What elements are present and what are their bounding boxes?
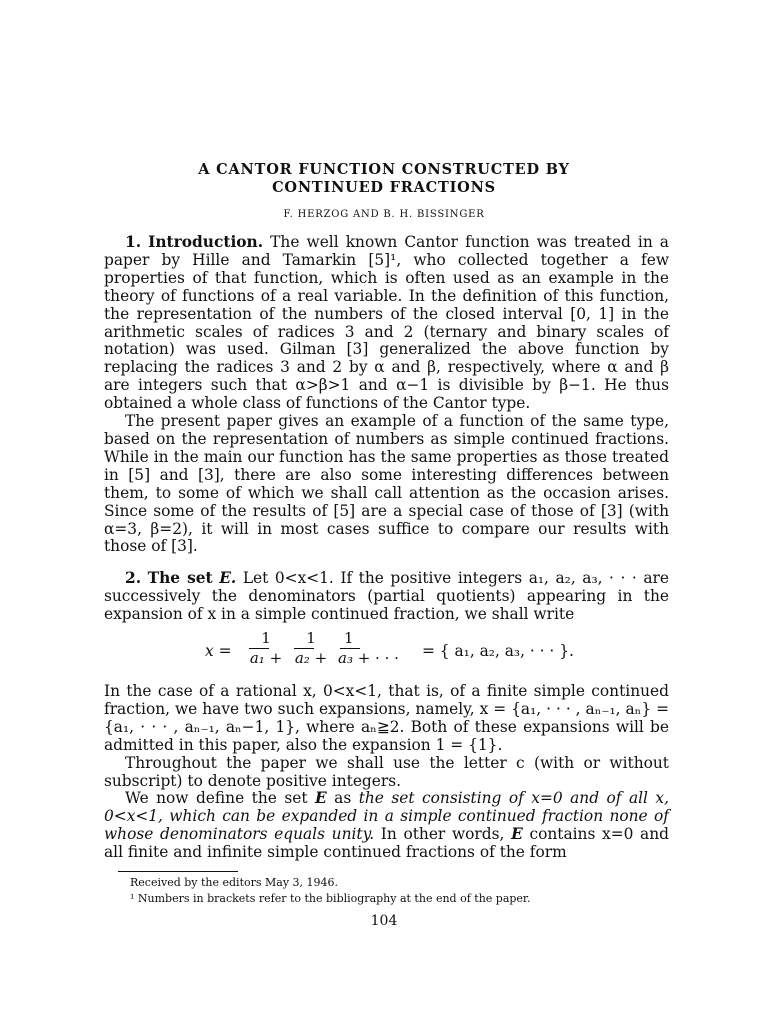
- section-number: 2.: [125, 569, 142, 587]
- intro-paragraph-1-text: The well known Cantor function was treated in a paper by Hille and Tamarkin [5]¹, who collected together a few properties of that function, which is often used as an example in the theory of functions of a real variable. In the definition of this function, the representation of the numbers of the closed interval [0, 1] in the arithmetic scales of radices 3 and 2 (ternary and binary scales of notation) was used. Gilman [3] generalized the above function by replacing the radices 3 and 2 by α and β, respectively, where α and β are integers such that α>β>1 and α−1 is divisible by β−1. He thus obtained a whole class of functions of the Cantor type.: [104, 233, 669, 413]
- footnotes: [118, 875, 678, 907]
- section-introduction: [104, 234, 669, 556]
- fraction-1-denominator: a₁ +: [249, 649, 283, 667]
- section-heading: The set: [147, 569, 213, 587]
- section-set-e-continued: [104, 683, 669, 862]
- set-e-paragraph-1: [104, 570, 669, 624]
- footnote-rule: [118, 871, 238, 872]
- fraction-3-numerator: 1: [344, 629, 354, 647]
- set-e-paragraph-2: In the case of a rational x, 0<x<1, that is, of a finite simple continued fraction, we have two such expansions, namely, x = {a₁, · · · , aₙ₋₁, aₙ} = {a₁, · · · , aₙ₋₁, aₙ−1, 1}, where aₙ≧2. Both of these expansions will be admitted in this paper, also the expansion 1 = {1}.: [104, 682, 669, 754]
- p4-text-d: contains x=0 and all finite and infinite simple continued fractions of the form: [104, 825, 669, 862]
- set-e-definition: the set consisting of x=0 and of all x, 0<x<1, which can be expanded in a simple continued fraction none of whose denominators equals unity.: [104, 789, 669, 844]
- section-heading-symbol: E.: [219, 569, 237, 587]
- paper-authors: F. HERZOG AND B. H. BISSINGER: [283, 209, 485, 220]
- section-set-e: [104, 570, 669, 624]
- set-symbol-e: E: [511, 825, 523, 844]
- received-note: Received by the editors May 3, 1946.: [130, 876, 339, 889]
- fraction-1-numerator: 1: [261, 629, 271, 647]
- set-e-paragraph-3: Throughout the paper we shall use the letter c (with or without subscript) to denote positive integers.: [104, 753, 669, 790]
- p4-text-b: as: [326, 789, 359, 808]
- continued-fraction-equation: [205, 630, 605, 674]
- p4-text-a: We now define the set: [125, 789, 315, 808]
- fraction-2: [292, 630, 330, 667]
- paper-title: [100, 161, 668, 197]
- fraction-3-denominator: a₃ + · · ·: [338, 649, 399, 667]
- equation-lhs: x =: [205, 642, 232, 660]
- intro-paragraph-1: [104, 234, 669, 413]
- p4-text-c: In other words,: [374, 825, 512, 844]
- fraction-2-numerator: 1: [306, 629, 316, 647]
- fraction-3: [338, 630, 420, 667]
- set-symbol-e: E: [314, 789, 327, 808]
- intro-paragraph-2: The present paper gives an example of a function of the same type, based on the representation of numbers as simple continued fractions. While in the main our function has the same properties as those treated in [5] and [3], there are also some interesting differences between them, to some of which we shall call attention as the occasion arises. Since some of the results of [5] are a special case of those of [3] (with α=3, β=2), it will in most cases suffice to compare our results with those of [3].: [104, 412, 669, 556]
- title-line-2: CONTINUED FRACTIONS: [272, 179, 496, 196]
- footnote-1: ¹ Numbers in brackets refer to the bibliography at the end of the paper.: [130, 892, 531, 905]
- fraction-1: [247, 630, 285, 667]
- set-e-paragraph-1-text: Let 0<x<1. If the positive integers a₁, a₂, a₃, · · · are successively the denominators (partial quotients) appearing in the expansion of x in a simple continued fraction, we shall write: [104, 569, 669, 623]
- fraction-2-denominator: a₂ +: [294, 649, 328, 667]
- set-e-paragraph-4: [104, 790, 669, 862]
- section-heading: Introduction.: [148, 233, 264, 251]
- title-line-1: A CANTOR FUNCTION CONSTRUCTED BY: [198, 161, 570, 178]
- page-number: 104: [370, 913, 398, 929]
- section-number: 1.: [125, 233, 142, 251]
- equation-rhs: = { a₁, a₂, a₃, · · · }.: [422, 642, 574, 660]
